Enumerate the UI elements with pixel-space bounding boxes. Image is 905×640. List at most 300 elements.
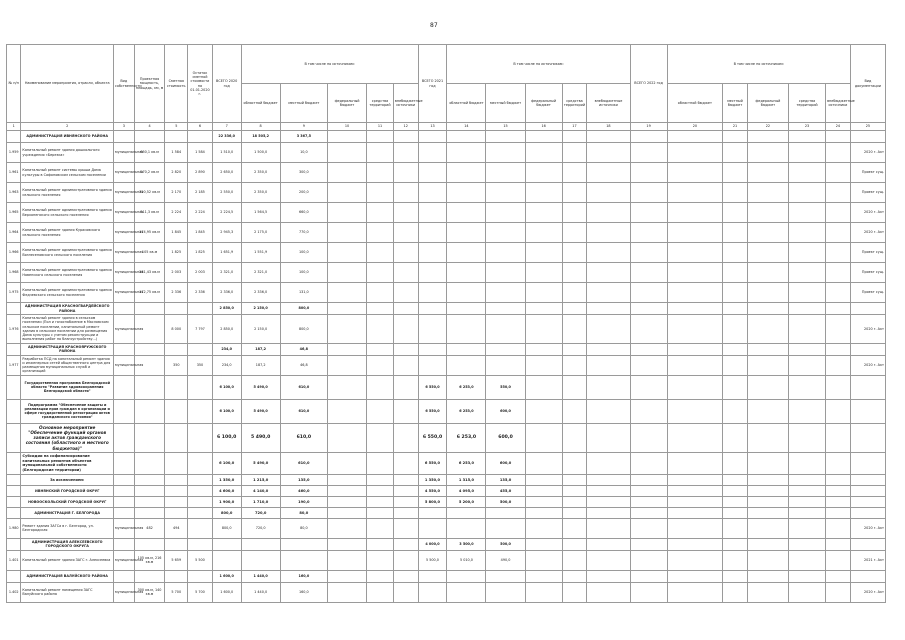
value (630, 143, 667, 163)
value (418, 243, 447, 263)
row-name: Капитальный ремонт административного здания Вознесеновского сельского поселения (21, 243, 114, 263)
value (826, 496, 851, 507)
value (723, 538, 748, 550)
value: 455,0 (486, 485, 525, 496)
value: 2 321,0 (241, 263, 280, 283)
column-number: 20 (667, 123, 723, 131)
value: 300,0 (280, 163, 327, 183)
value (393, 203, 418, 223)
empty (165, 485, 188, 496)
table-row (7, 315, 886, 344)
value (562, 355, 587, 375)
table-row (7, 375, 886, 399)
value (367, 582, 394, 602)
value (630, 375, 667, 399)
value: 190,0 (280, 496, 327, 507)
value (587, 263, 630, 283)
value (630, 399, 667, 423)
empty (188, 507, 213, 518)
value (328, 263, 367, 283)
value: 2 850,0 (212, 303, 241, 315)
value (212, 550, 241, 570)
value (826, 263, 851, 283)
value (826, 550, 851, 570)
value (525, 485, 562, 496)
value (486, 303, 525, 315)
value (328, 283, 367, 303)
value (393, 223, 418, 243)
value: 1 500,0 (241, 143, 280, 163)
value: 6 100,0 (212, 423, 241, 452)
value (826, 452, 851, 474)
value: 3 367,5 (280, 131, 327, 143)
value (562, 496, 587, 507)
value (328, 131, 367, 143)
value (367, 474, 394, 485)
value (826, 315, 851, 344)
value (630, 303, 667, 315)
value (747, 183, 788, 203)
value (667, 452, 723, 474)
table-row (7, 485, 886, 496)
empty (114, 375, 135, 399)
group-name: АДМИНИСТРАЦИЯ Г. БЕЛГОРОДА (21, 507, 114, 518)
value (723, 485, 748, 496)
empty (850, 452, 885, 474)
remainder: 1 845 (188, 223, 213, 243)
value: 2 336,0 (212, 283, 241, 303)
value (723, 375, 748, 399)
empty (850, 423, 885, 452)
row-number (7, 423, 21, 452)
value (367, 570, 394, 582)
value: 6 253,0 (447, 375, 486, 399)
value (393, 315, 418, 344)
value (486, 283, 525, 303)
empty (114, 496, 135, 507)
table-row (7, 283, 886, 303)
value (630, 343, 667, 355)
value (486, 263, 525, 283)
value (630, 570, 667, 582)
value: 2 321,0 (212, 263, 241, 283)
column-number: 17 (562, 123, 587, 131)
value (562, 375, 587, 399)
capacity: 174,95 кв.м (134, 223, 165, 243)
value: 100,0 (280, 243, 327, 263)
estimate: 8 000 (165, 315, 188, 344)
value: 6 100,0 (212, 452, 241, 474)
value (667, 131, 723, 143)
value (747, 538, 788, 550)
row-number (7, 399, 21, 423)
column-number: 18 (587, 123, 630, 131)
value: 2 175,0 (241, 223, 280, 243)
value (328, 570, 367, 582)
capacity: 172,75 кв.м (134, 283, 165, 303)
table-row (7, 183, 886, 203)
value (789, 143, 826, 163)
value: 550,0 (486, 375, 525, 399)
value: 770,0 (280, 223, 327, 243)
value: 800,0 (280, 303, 327, 315)
value (418, 143, 447, 163)
empty (134, 423, 165, 452)
value (789, 474, 826, 485)
documentation: Проект сущ. (850, 263, 885, 283)
value (418, 507, 447, 518)
row-number (7, 131, 21, 143)
value (747, 582, 788, 602)
value (789, 355, 826, 375)
value (587, 518, 630, 538)
value (789, 131, 826, 143)
section-name: АДМИНИСТРАЦИЯ ИВНЯНСКОГО РАЙОНА (21, 131, 114, 143)
value (328, 355, 367, 375)
value (418, 355, 447, 375)
value: 800,0 (212, 518, 241, 538)
value (723, 423, 748, 452)
header-cell: федеральный бюджет (328, 84, 367, 123)
remainder: 2 336 (188, 283, 213, 303)
value: 4 000,0 (418, 538, 447, 550)
column-number: 8 (241, 123, 280, 131)
empty (165, 399, 188, 423)
empty (850, 131, 885, 143)
value (826, 485, 851, 496)
ownership: муниципальная (114, 518, 135, 538)
value (630, 550, 667, 570)
value (667, 315, 723, 344)
value (486, 582, 525, 602)
table-row (7, 203, 886, 223)
section-name: АДМИНИСТРАЦИЯ КРАСНОГВАРДЕЙСКОГО РАЙОНА (21, 303, 114, 315)
value (328, 243, 367, 263)
empty (165, 375, 188, 399)
column-number: 12 (393, 123, 418, 131)
row-number (7, 343, 21, 355)
value (525, 375, 562, 399)
value (328, 183, 367, 203)
value (789, 183, 826, 203)
estimate: 494 (165, 518, 188, 538)
estimate: 5 659 (165, 550, 188, 570)
value (447, 223, 486, 243)
value (525, 550, 562, 570)
estimate: 2 170 (165, 183, 188, 203)
value (789, 538, 826, 550)
remainder: 2 185 (188, 183, 213, 203)
value (367, 203, 394, 223)
value: 5 490,0 (241, 375, 280, 399)
value: 1 900,0 (212, 496, 241, 507)
value (747, 163, 788, 183)
value (789, 263, 826, 283)
ownership: муниципальная (114, 223, 135, 243)
value: 2 150,0 (241, 315, 280, 344)
value (630, 243, 667, 263)
header-cell: федеральный бюджет (747, 84, 788, 123)
value (826, 582, 851, 602)
value: 6 550,0 (418, 423, 447, 452)
row-number (7, 474, 21, 485)
column-number: 10 (328, 123, 367, 131)
capacity: 270,2 кв.м (134, 163, 165, 183)
column-number: 23 (789, 123, 826, 131)
value: 80,0 (280, 518, 327, 538)
value (747, 399, 788, 423)
value (562, 452, 587, 474)
value (789, 223, 826, 243)
value: 2 150,0 (241, 303, 280, 315)
column-numbers-row (7, 123, 886, 131)
remainder: 2 003 (188, 263, 213, 283)
row-number (7, 496, 21, 507)
empty (850, 375, 885, 399)
empty (188, 474, 213, 485)
value (367, 423, 394, 452)
value (587, 223, 630, 243)
header-cell: Остаток сметной стоимости на 01.01.2020 г. (188, 45, 213, 123)
value: 1 564,5 (241, 203, 280, 223)
value (826, 570, 851, 582)
table-row (7, 582, 886, 602)
empty (850, 507, 885, 518)
row-number (7, 452, 21, 474)
value: 2 350,0 (241, 163, 280, 183)
value (826, 131, 851, 143)
empty (850, 343, 885, 355)
value (367, 496, 394, 507)
value (630, 496, 667, 507)
table-row (7, 399, 886, 423)
value (241, 550, 280, 570)
value (789, 243, 826, 263)
column-number: 24 (826, 123, 851, 131)
estimate: 2 336 (165, 283, 188, 303)
value (747, 263, 788, 283)
header-cell: средства территорий (562, 84, 587, 123)
value (562, 474, 587, 485)
empty (188, 452, 213, 474)
value (393, 343, 418, 355)
value (562, 283, 587, 303)
value (525, 303, 562, 315)
value (393, 538, 418, 550)
value (525, 243, 562, 263)
capacity: 281,43 кв.м (134, 263, 165, 283)
value (486, 131, 525, 143)
empty (134, 496, 165, 507)
estimate: 1 845 (165, 223, 188, 243)
value: 1 600,0 (212, 570, 241, 582)
value (525, 203, 562, 223)
value (447, 570, 486, 582)
value (328, 423, 367, 452)
value (667, 355, 723, 375)
value (630, 131, 667, 143)
value: 135,0 (280, 474, 327, 485)
value (367, 131, 394, 143)
value: 2 336,0 (241, 283, 280, 303)
value (587, 315, 630, 344)
value: 160,0 (280, 582, 327, 602)
value (562, 550, 587, 570)
value (747, 423, 788, 452)
row-name: Капитальный ремонт здания ЗАГС г. Алексеевка (21, 550, 114, 570)
empty (188, 303, 213, 315)
value (723, 183, 748, 203)
value (789, 343, 826, 355)
value (587, 474, 630, 485)
capacity: 105 кв.м (134, 243, 165, 263)
estimate: 2 224 (165, 203, 188, 223)
value (826, 283, 851, 303)
value (525, 582, 562, 602)
value (562, 183, 587, 203)
value (630, 263, 667, 283)
value: 1 710,0 (241, 496, 280, 507)
value (367, 223, 394, 243)
value: 5 010,0 (447, 550, 486, 570)
column-number: 22 (747, 123, 788, 131)
group-name: За исключением: (21, 474, 114, 485)
value (747, 496, 788, 507)
value (630, 203, 667, 223)
empty (850, 485, 885, 496)
value (393, 303, 418, 315)
value (367, 163, 394, 183)
value: 22 336,0 (212, 131, 241, 143)
value: 234,0 (212, 355, 241, 375)
value (723, 474, 748, 485)
value (789, 203, 826, 223)
value: 490,0 (486, 550, 525, 570)
ownership: муниципальная (114, 283, 135, 303)
value (525, 507, 562, 518)
value (525, 518, 562, 538)
estimate: 2 003 (165, 263, 188, 283)
value: 600,0 (486, 399, 525, 423)
value (667, 538, 723, 550)
row-number (7, 375, 21, 399)
column-number: 21 (723, 123, 748, 131)
value (667, 570, 723, 582)
column-number: 11 (367, 123, 394, 131)
empty (134, 303, 165, 315)
value (723, 203, 748, 223)
ownership: муниципальная (114, 315, 135, 344)
estimate: 5 700 (165, 582, 188, 602)
value (587, 203, 630, 223)
value (447, 518, 486, 538)
value (723, 243, 748, 263)
value (826, 375, 851, 399)
row-name: Капитальный ремонт помещения ЗАГС Валуйского района (21, 582, 114, 602)
value (328, 399, 367, 423)
group-name: Основное мероприятие "Обеспечение функций органов записи актов гражданского состояния (областного и местного бюджетов)" (21, 423, 114, 452)
value (630, 518, 667, 538)
value (747, 570, 788, 582)
value (393, 283, 418, 303)
value (328, 163, 367, 183)
empty (188, 485, 213, 496)
table-row (7, 243, 886, 263)
empty (134, 485, 165, 496)
value (367, 355, 394, 375)
documentation: 2020 г. Акт (850, 223, 885, 243)
value (328, 474, 367, 485)
group-name: НОВООСКОЛЬСКИЙ ГОРОДСКОЙ ОКРУГ (21, 496, 114, 507)
value (630, 582, 667, 602)
value (328, 507, 367, 518)
empty (134, 343, 165, 355)
investment-table (6, 44, 886, 603)
value (630, 452, 667, 474)
value (587, 343, 630, 355)
value (367, 399, 394, 423)
value (789, 163, 826, 183)
section-name: АДМИНИСТРАЦИЯ АЛЕКСЕЕВСКОГО ГОРОДСКОГО ОКРУГА (21, 538, 114, 550)
value: 500,0 (486, 538, 525, 550)
value (667, 203, 723, 223)
value: 500,0 (486, 496, 525, 507)
row-name: Разработка ПСД на капитальный ремонт здания и инженерных сетей общественного центра для размещения муниципальных служб и организаций (21, 355, 114, 375)
capacity: 311,3 кв.м (134, 203, 165, 223)
value (562, 538, 587, 550)
value (587, 143, 630, 163)
row-name: Капитальный ремонт административного здания Новенского сельского поселения (21, 263, 114, 283)
value (525, 399, 562, 423)
value (525, 452, 562, 474)
value: 610,0 (280, 423, 327, 452)
value: 1 651,9 (212, 243, 241, 263)
value (747, 223, 788, 243)
value (328, 375, 367, 399)
empty (165, 507, 188, 518)
estimate: 2 820 (165, 163, 188, 183)
value: 5 490,0 (241, 423, 280, 452)
empty (134, 538, 165, 550)
value (525, 223, 562, 243)
table-row (7, 496, 886, 507)
value (587, 582, 630, 602)
value (393, 518, 418, 538)
header-cell: областной бюджет (667, 84, 723, 123)
value (723, 518, 748, 538)
value (367, 315, 394, 344)
header-group: В том числе по источникам: (667, 45, 850, 84)
header-cell: внебюджетные источники (826, 84, 851, 123)
row-number: 1.959 (7, 143, 21, 163)
remainder: 1 825 (188, 243, 213, 263)
value (328, 315, 367, 344)
value: 800,0 (212, 507, 241, 518)
empty (134, 507, 165, 518)
value (367, 485, 394, 496)
column-number: 15 (486, 123, 525, 131)
column-number: 1 (7, 123, 21, 131)
capacity: 320,52 кв.м (134, 183, 165, 203)
capacity: 300 кв.м, 140 кв.м (134, 582, 165, 602)
row-number: 1.980 (7, 518, 21, 538)
empty (188, 343, 213, 355)
value (747, 507, 788, 518)
row-name: Капитальный ремонт здания в сельском поселении (Пол и газоснабжение в Масловском сельском поселении, капитальный ремонт здания в сельском поселении для размещения Дома культуры с учетом реконструкции и выполнения работ по благоустройству...) (21, 315, 114, 344)
value (630, 355, 667, 375)
value: 1 350,0 (418, 474, 447, 485)
value (826, 538, 851, 550)
